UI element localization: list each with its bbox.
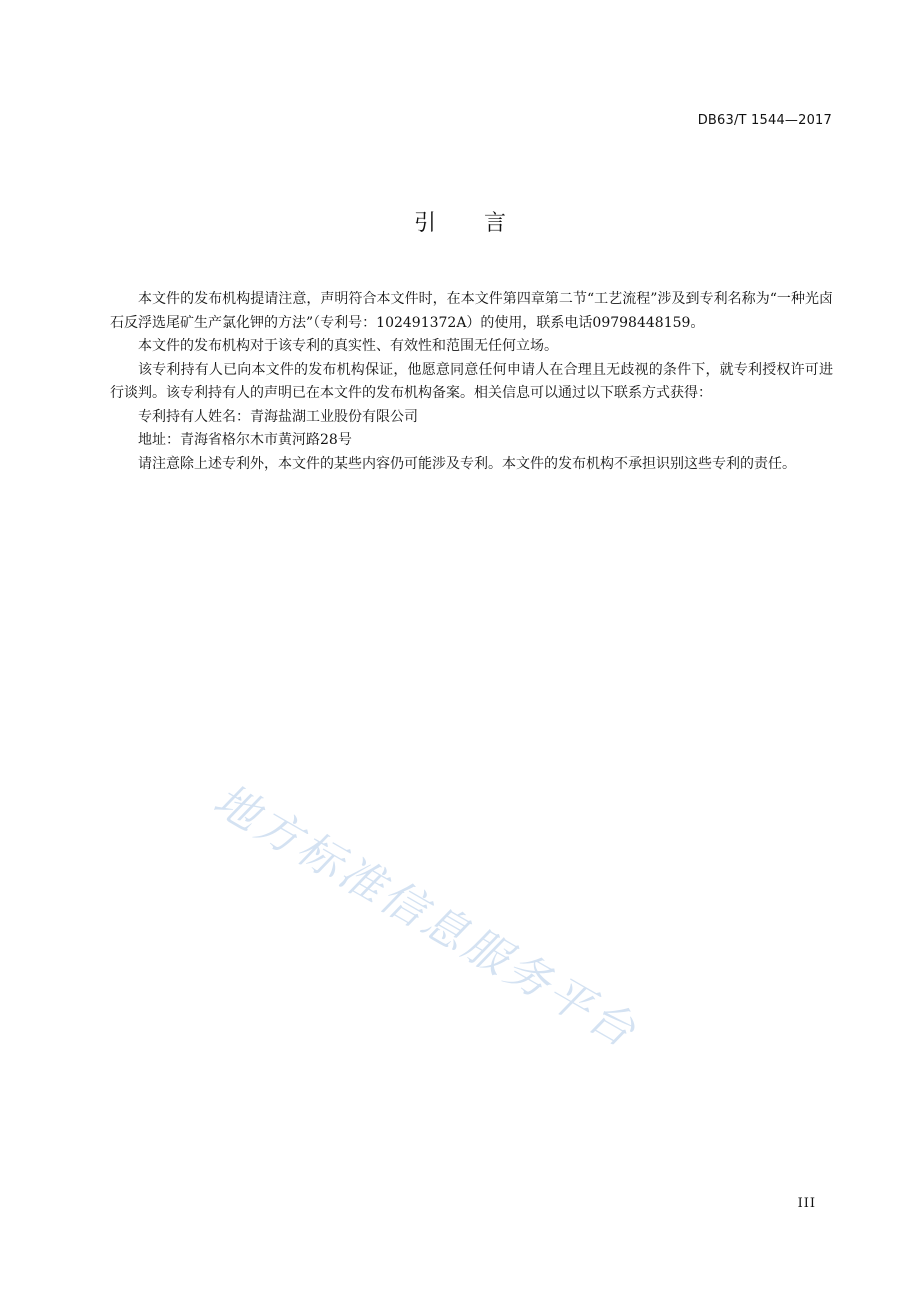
paragraph-holder-address: 地址：青海省格尔木市黄河路28号 [138, 432, 352, 448]
watermark-text: 地方标准信息服务平台 [205, 774, 647, 1059]
standard-code: DB63/T 1544—2017 [697, 113, 832, 128]
introduction-body [110, 288, 833, 476]
paragraph-patent-notice: 本文件的发布机构提请注意，声明符合本文件时，在本文件第四章第二节“工艺流程”涉及到专利名称为“一种光卤石反浮选尾矿生产氯化钾的方法”（专利号：102491372A）的使用，联系电话09798448159。 [110, 291, 833, 331]
paragraph-other-patents: 请注意除上述专利外，本文件的某些内容仍可能涉及专利。本文件的发布机构不承担识别这些专利的责任。 [138, 455, 796, 472]
paragraph-holder-name: 专利持有人姓名：青海盐湖工业股份有限公司 [138, 408, 418, 425]
watermark-area [205, 765, 756, 1095]
paragraph-holder-guarantee: 该专利持有人已向本文件的发布机构保证，他愿意同意任何申请人在合理且无歧视的条件下，就专利授权许可进行谈判。该专利持有人的声明已在本文件的发布机构备案。相关信息可以通过以下联系方式获得： [110, 361, 833, 401]
page-number: III [797, 1196, 816, 1211]
page-title: 引言 [413, 211, 554, 236]
paragraph-no-position: 本文件的发布机构对于该专利的真实性、有效性和范围无任何立场。 [138, 338, 558, 354]
